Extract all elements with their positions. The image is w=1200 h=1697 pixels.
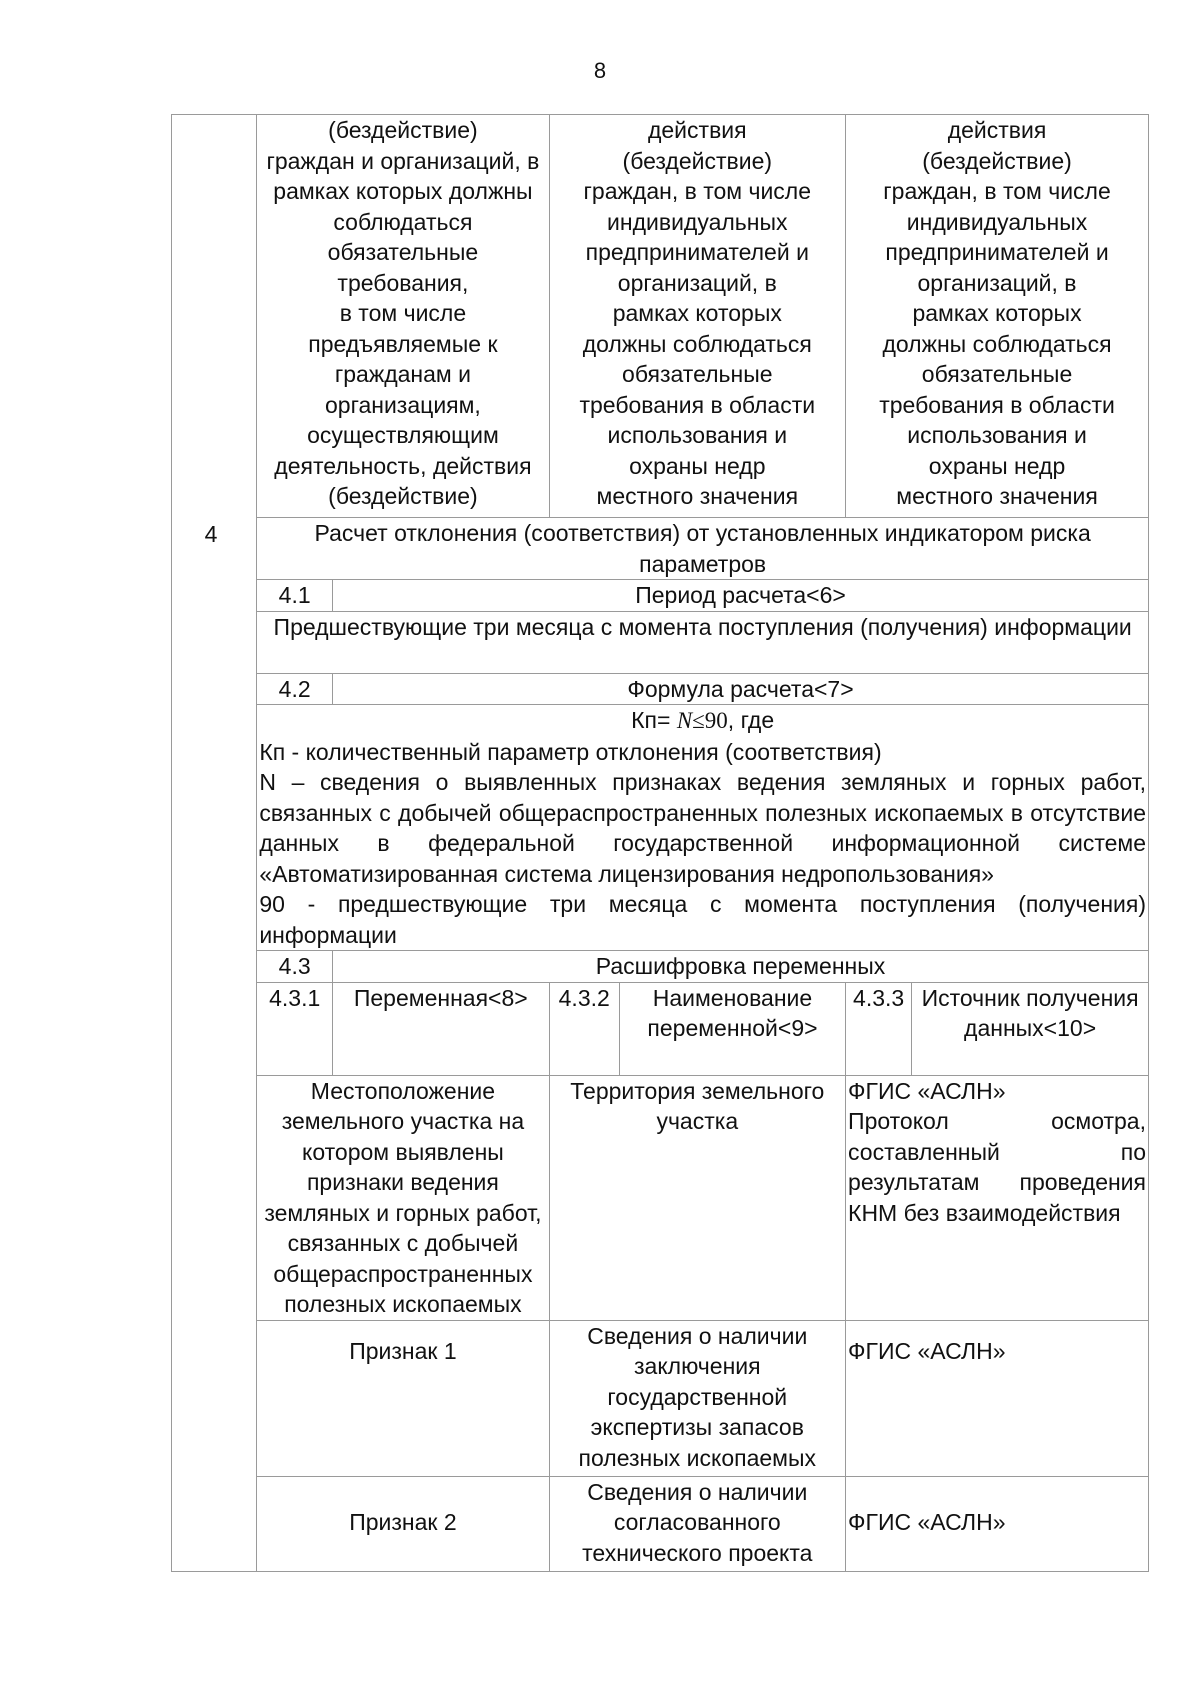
source-line: ФГИС «АСЛН» <box>848 1508 1006 1535</box>
page-number: 8 <box>593 58 607 83</box>
section-4-1-number: 4.1 <box>257 580 333 612</box>
continuation-col4-line: граждан, в том числе <box>883 178 1111 204</box>
section-4-3-number: 4.3 <box>257 951 333 983</box>
table-row-4-3-headers <box>172 982 1149 1075</box>
continuation-col4-line: использования и <box>907 422 1087 448</box>
variable-cell <box>257 1320 549 1476</box>
header-variable: Переменная<8> <box>333 982 550 1075</box>
continuation-col4-line: рамках которых <box>912 300 1082 326</box>
continuation-col4-line: охраны недр <box>928 452 1066 479</box>
variable-name-cell: Сведения о наличии заключения государственной экспертизы запасов полезных ископаемых <box>549 1320 846 1476</box>
formula-operator: ≤ <box>692 708 705 733</box>
formula-number: 90 <box>704 708 728 733</box>
variable-source-cell <box>846 1476 1149 1571</box>
continuation-col3-line: граждан, в том числе <box>583 178 812 204</box>
definition-n: N – сведения о выявленных признаках ведения земляных и горных работ, связанных с добычей общераспространенных полезных ископаемых в отсутствие данных в федеральной государственной информационной системе «Автоматизированная система лицензирования недропользования» <box>259 769 1146 887</box>
continuation-col3-line: обязательные <box>622 361 773 387</box>
section-4-2-label: Формула расчета<7> <box>333 673 1149 705</box>
table-row-section-4 <box>172 518 1149 580</box>
continuation-col3-line: (бездействие) <box>622 147 773 174</box>
continuation-col4-line: местного значения <box>896 483 1098 509</box>
variable-source-cell <box>846 1075 1149 1320</box>
continuation-col2-line: осуществляющим <box>307 422 499 448</box>
table-row-variable <box>172 1075 1149 1320</box>
source-line: ФГИС «АСЛН» <box>848 1077 1006 1104</box>
variable-cell: Местоположение земельного участка на котором выявлены признаки ведения земляных и горных работ, связанных с добычей общераспространенных полезных ископаемых <box>257 1075 549 1320</box>
continuation-col3-line: действия <box>647 117 747 143</box>
continuation-col4-line: предпринимателей и <box>885 239 1109 265</box>
table-row-4-2 <box>172 673 1149 705</box>
risk-indicator-table <box>171 114 1149 1572</box>
header-4-3-2-number: 4.3.2 <box>549 982 619 1075</box>
continuation-col3-line: рамках которых <box>612 300 782 326</box>
continuation-col3-line: индивидуальных <box>607 208 788 235</box>
continuation-col2 <box>257 115 549 518</box>
row-number-cell-empty <box>172 115 257 1572</box>
section-4-number: 4 <box>204 521 218 547</box>
variable-name-cell: Территория земельного участка <box>549 1075 846 1320</box>
table-row-variable <box>172 1320 1149 1476</box>
continuation-col3 <box>549 115 846 518</box>
continuation-col4-line: организаций, в <box>917 269 1077 296</box>
continuation-col4-line: действия <box>947 117 1047 143</box>
table-row-continuation <box>172 115 1149 518</box>
header-4-3-3-number: 4.3.3 <box>846 982 912 1075</box>
continuation-col2-line: обязательные требования, <box>327 239 479 296</box>
formula <box>259 705 1146 737</box>
continuation-col3-line: предпринимателей и <box>585 239 809 265</box>
section-4-1-label: Период расчета<6> <box>333 580 1149 612</box>
header-4-3-1-number: 4.3.1 <box>257 982 333 1075</box>
section-4-2-number: 4.2 <box>257 673 333 705</box>
continuation-col2-line: деятельность, действия <box>274 452 532 479</box>
variable-name-cell: Сведения о наличии согласованного технического проекта <box>549 1476 846 1571</box>
formula-variable: N <box>676 708 693 733</box>
variable-text: Признак 1 <box>349 1337 457 1364</box>
continuation-col3-line: организаций, в <box>617 269 777 296</box>
variable-source-cell <box>846 1320 1149 1476</box>
continuation-col4-line: требования в области <box>879 391 1115 418</box>
formula-prefix: Кп= <box>631 707 671 733</box>
period-text: Предшествующие три месяца с момента поступления (получения) информации <box>257 611 1149 673</box>
section-4-title: Расчет отклонения (соответствия) от установленных индикатором риска параметров <box>257 518 1149 580</box>
continuation-col2-line: в том числе <box>339 300 467 326</box>
table-row-variable <box>172 1476 1149 1571</box>
continuation-col3-line: местного значения <box>596 483 799 509</box>
header-data-source: Источник получения данных<10> <box>912 982 1149 1075</box>
variable-cell <box>257 1476 549 1571</box>
source-line: ФГИС «АСЛН» <box>848 1337 1006 1364</box>
continuation-col2-line: граждан и организаций, в <box>266 147 540 174</box>
continuation-col4 <box>846 115 1149 518</box>
continuation-col2-line: гражданам и <box>334 361 471 387</box>
variable-text: Признак 2 <box>349 1508 457 1535</box>
formula-cell <box>257 705 1149 951</box>
continuation-col2-line: соблюдаться <box>333 208 473 235</box>
formula-expression <box>677 708 728 733</box>
header-variable-name: Наименование переменной<9> <box>619 982 845 1075</box>
continuation-col2-line: (бездействие) <box>328 483 478 509</box>
continuation-col3-line: требования в области <box>579 391 816 418</box>
continuation-col2-line: организациям, <box>325 391 481 418</box>
continuation-col2-line: (бездействие) <box>328 117 478 143</box>
continuation-col2-line: рамках которых должны <box>273 178 533 204</box>
continuation-col4-line: индивидуальных <box>906 208 1088 235</box>
continuation-col3-line: должны соблюдаться <box>582 330 812 357</box>
continuation-col4-line: (бездействие) <box>922 147 1072 174</box>
continuation-col3-line: использования и <box>607 422 788 448</box>
definition-kp: Кп - количественный параметр отклонения (соответствия) <box>259 738 882 765</box>
table-row-4-2-formula <box>172 705 1149 951</box>
table-row-4-3 <box>172 951 1149 983</box>
continuation-col4-line: должны соблюдаться <box>882 330 1112 357</box>
continuation-col4-line: обязательные <box>921 361 1073 387</box>
source-line: Протокол осмотра, составленный по результатам проведения КНМ без взаимодействия <box>848 1108 1146 1226</box>
table-row-4-1-value <box>172 611 1149 673</box>
continuation-col2-line: предъявляемые к <box>308 330 498 357</box>
definition-90: 90 - предшествующие три месяца с момента поступления (получения) информации <box>259 891 1146 948</box>
continuation-col3-line: охраны недр <box>629 452 766 479</box>
formula-suffix: , где <box>727 707 775 733</box>
section-4-3-label: Расшифровка переменных <box>333 951 1149 983</box>
table-row-4-1 <box>172 580 1149 612</box>
